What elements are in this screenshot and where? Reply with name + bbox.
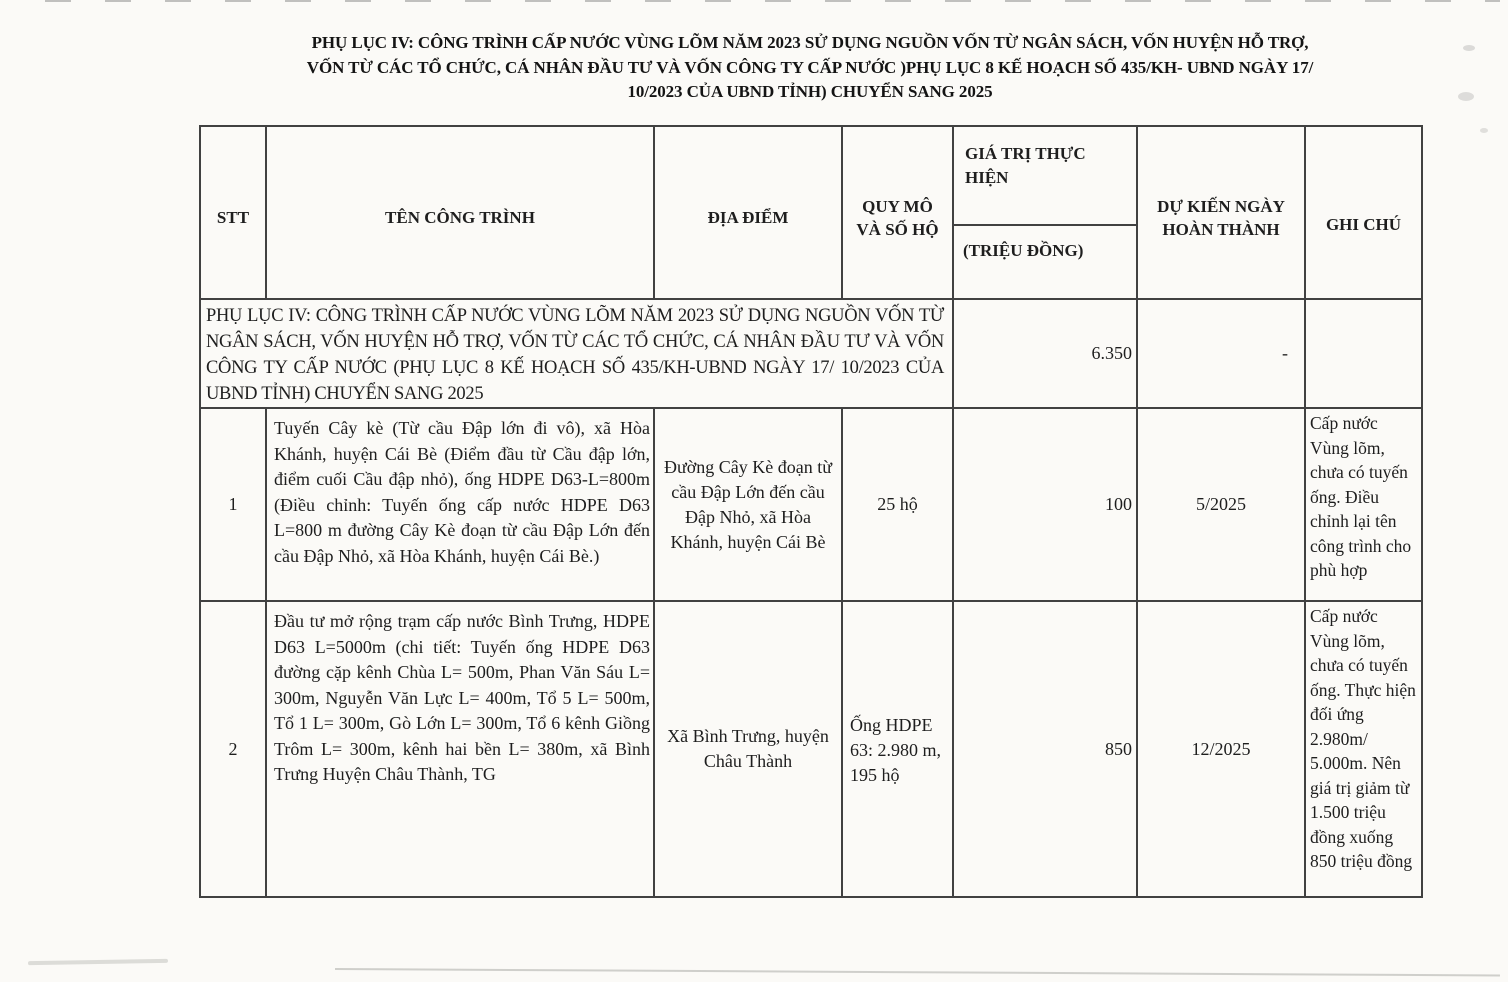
header-value-title: GIÁ TRỊ THỰC HIỆN <box>954 127 1136 226</box>
value-cell: 850 <box>953 601 1137 897</box>
completion-date-cell: 5/2025 <box>1137 408 1305 601</box>
table-row <box>200 408 1422 601</box>
row-number-cell: 1 <box>200 408 266 601</box>
location-cell: Xã Bình Trưng, huyện Châu Thành <box>654 601 842 897</box>
scale-cell: Ống HDPE 63: 2.980 m, 195 hộ <box>842 601 953 897</box>
header-project-name: TÊN CÔNG TRÌNH <box>266 126 654 299</box>
page-title <box>199 31 1421 105</box>
scan-smudge <box>28 959 168 965</box>
table-row <box>200 601 1422 897</box>
scan-artifact-top-edge <box>45 0 1500 2</box>
projects-table <box>199 125 1423 898</box>
header-scale-label: QUY MÔ VÀ SỐ HỘ <box>856 196 939 239</box>
project-name-cell: Tuyến Cây kè (Từ cầu Đập lớn đi vô), xã Hòa Khánh, huyện Cái Bè (Điểm đầu từ Cầu đập lớn, điểm cuối Cầu đập nhỏ), ống HDPE D63-L=800m (Điều chỉnh: Tuyến ống cấp nước HDPE D63 L=800 m đường Cây Kè đoạn từ cầu Đập Lớn đến cầu Đập Nhỏ, xã Hòa Khánh, huyện Cái Bè.) <box>266 408 654 601</box>
value-cell: 100 <box>953 408 1137 601</box>
scan-artifact-bottom-edge <box>335 968 1500 976</box>
scan-speckle <box>1480 128 1488 133</box>
header-value-unit: (TRIỆU ĐỒNG) <box>963 241 1084 260</box>
location-cell: Đường Cây Kè đoạn từ cầu Đập Lớn đến cầu Đập Nhỏ, xã Hòa Khánh, huyện Cái Bè <box>654 408 842 601</box>
row-number-cell: 2 <box>200 601 266 897</box>
notes-cell: Cấp nước Vùng lõm, chưa có tuyến ống. Thực hiện đối ứng 2.980m/ 5.000m. Nên giá trị giảm từ 1.500 triệu đồng xuống 850 triệu đồng <box>1305 601 1422 897</box>
page-title-line-2: VỐN TỪ CÁC TỔ CHỨC, CÁ NHÂN ĐẦU TƯ VÀ VỐN CÔNG TY CẤP NƯỚC )PHỤ LỤC 8 KẾ HOẠCH SỐ 435/KH- UBND NGÀY 17/ <box>306 57 1314 77</box>
scan-speckle <box>1458 92 1474 101</box>
scan-speckle <box>1463 45 1475 51</box>
header-stt: STT <box>200 126 266 299</box>
section-date-cell: - <box>1137 299 1305 408</box>
header-location: ĐỊA ĐIỂM <box>654 126 842 299</box>
header-notes: GHI CHÚ <box>1305 126 1422 299</box>
section-summary-row <box>200 299 1422 408</box>
table-header-row <box>200 126 1422 299</box>
header-completion-date: DỰ KIẾN NGÀY HOÀN THÀNH <box>1137 126 1305 299</box>
page-title-line-1: PHỤ LỤC IV: CÔNG TRÌNH CẤP NƯỚC VÙNG LÕM NĂM 2023 SỬ DỤNG NGUỒN VỐN TỪ NGÂN SÁCH, VỐN HUYỆN HỖ TRỢ, <box>311 33 1309 52</box>
project-name-cell: Đầu tư mở rộng trạm cấp nước Bình Trưng, HDPE D63 L=5000m (chi tiết: Tuyến ống HDPE D63 đường cặp kênh Chùa L= 500m, Phan Văn Sáu L= 300m, Nguyễn Văn Lực L= 400m, Tổ 5 L= 500m, Tổ 1 L= 300m, Gò Lớn L= 300m, Tổ 6 kênh Giồng Trôm L= 300m, kênh hai bền L= 380m, xã Bình Trưng Huyện Châu Thành, TG <box>266 601 654 897</box>
section-value-cell: 6.350 <box>953 299 1137 408</box>
section-notes-cell <box>1305 299 1422 408</box>
scale-cell: 25 hộ <box>842 408 953 601</box>
completion-date-cell: 12/2025 <box>1137 601 1305 897</box>
page-title-line-3: 10/2023 CỦA UBND TỈNH) CHUYỂN SANG 2025 <box>627 82 993 101</box>
header-scale <box>842 126 953 299</box>
section-title-cell: PHỤ LỤC IV: CÔNG TRÌNH CẤP NƯỚC VÙNG LÕM NĂM 2023 SỬ DỤNG NGUỒN VỐN TỪ NGÂN SÁCH, VỐN HUYỆN HỖ TRỢ, VỐN TỪ CÁC TỔ CHỨC, CÁ NHÂN ĐẦU TƯ VÀ VỐN CÔNG TY CẤP NƯỚC (PHỤ LỤC 8 KẾ HOẠCH SỐ 435/KH-UBND NGÀY 17/ 10/2023 CỦA UBND TỈNH) CHUYỂN SANG 2025 <box>200 299 953 408</box>
header-value <box>953 126 1137 299</box>
notes-cell: Cấp nước Vùng lõm, chưa có tuyến ống. Điều chỉnh lại tên công trình cho phù hợp <box>1305 408 1422 601</box>
